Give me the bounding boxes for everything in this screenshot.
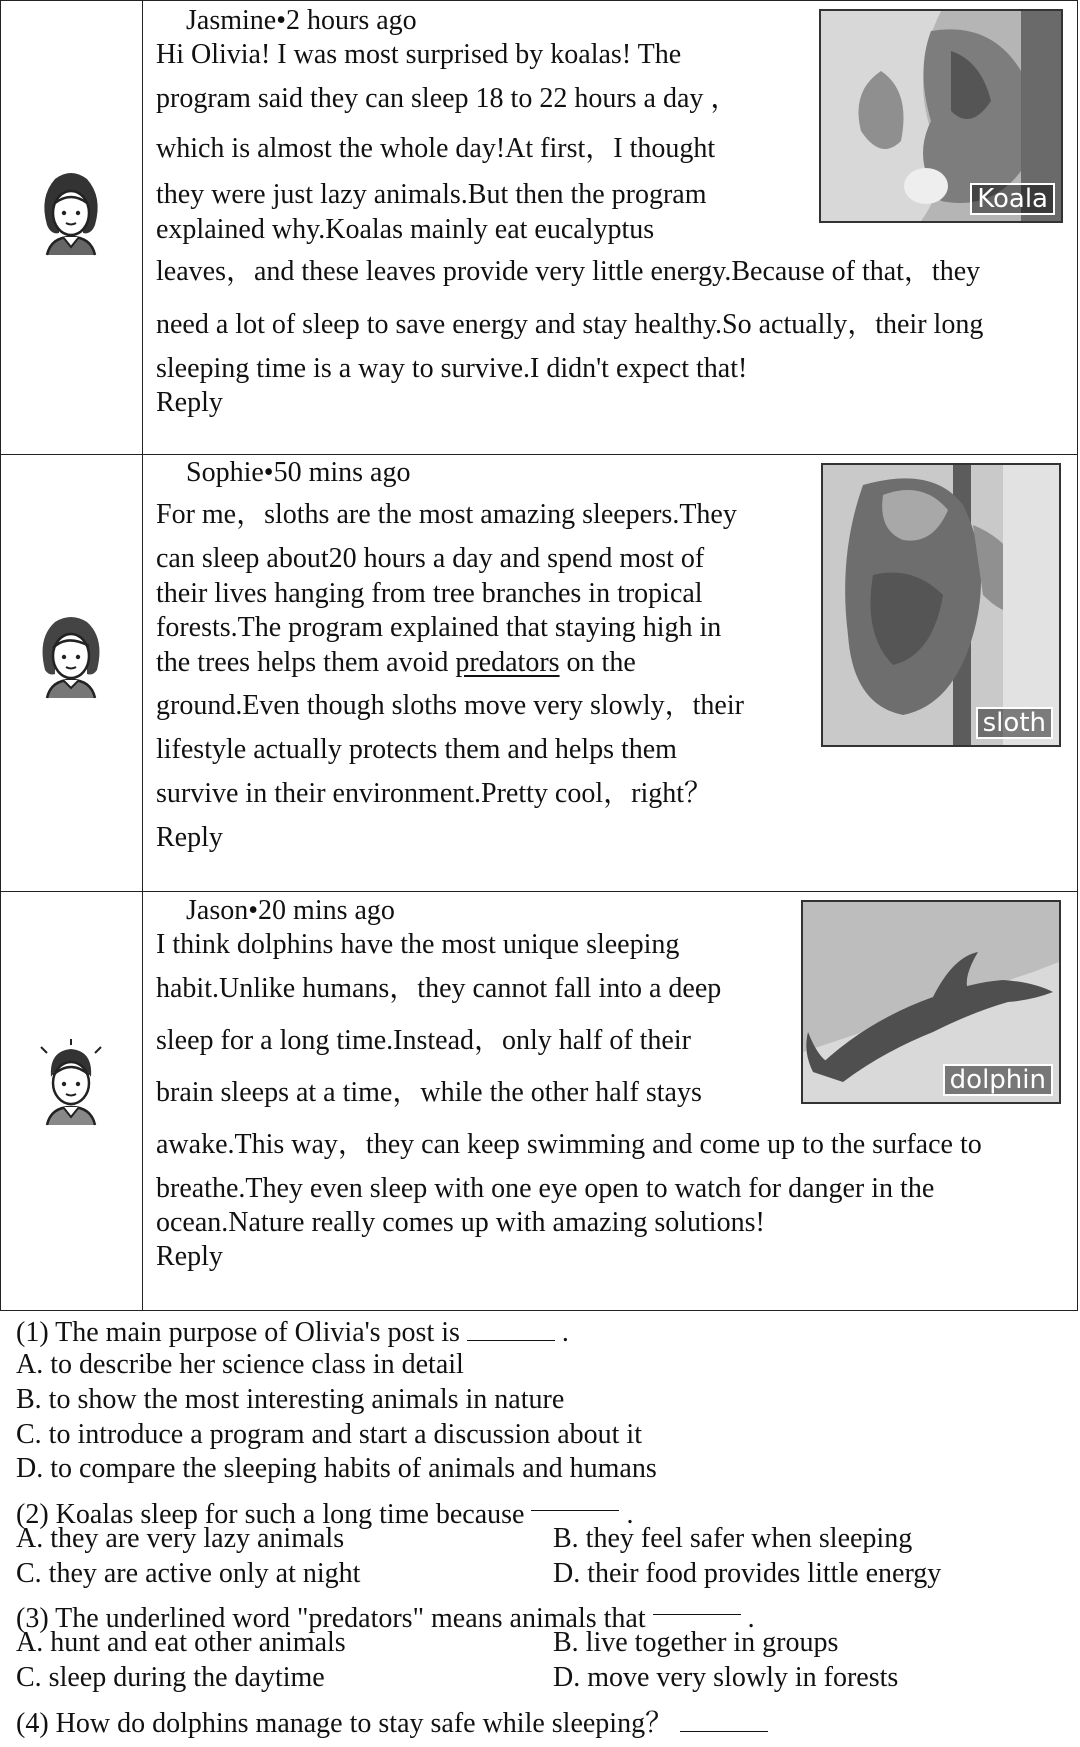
author-name[interactable]: Jasmine (186, 5, 277, 36)
option-c[interactable]: C. sleep during the daytime (16, 1662, 325, 1693)
comment-line: they were just lazy animals.But then the program (156, 179, 707, 210)
comment-time: 2 hours ago (286, 5, 417, 36)
question-2-stem: (2) Koalas sleep for such a long time because . (16, 1488, 633, 1532)
option-a[interactable]: A. hunt and eat other animals (16, 1627, 346, 1658)
option-d[interactable]: D. to compare the sleeping habits of animals and humans (16, 1453, 657, 1484)
comment-jasmine (0, 0, 1078, 455)
comment-line: For me，sloths are the most amazing sleepers.They (156, 499, 737, 530)
comment-line: sleeping time is a way to survive.I didn't expect that! (156, 353, 748, 384)
comment-line: explained why.Koalas mainly eat eucalyptus (156, 214, 655, 245)
comment-line: the trees helps them avoid predators on the (156, 647, 636, 678)
comment-jason (0, 892, 1078, 1311)
comment-line: forests.The program explained that staying high in (156, 612, 722, 643)
comment-line: awake.This way，they can keep swimming and come up to the surface to (156, 1129, 982, 1160)
comment-line: Hi Olivia! I was most surprised by koalas! The (156, 39, 682, 70)
option-b[interactable]: B. live together in groups (553, 1627, 839, 1658)
option-d[interactable]: D. move very slowly in forests (553, 1662, 899, 1693)
boy-face-icon (33, 1037, 109, 1127)
option-b[interactable]: B. they feel safer when sleeping (553, 1523, 913, 1554)
avatar-cell (1, 1, 143, 454)
comment-line: can sleep about20 hours a day and spend most of (156, 543, 705, 574)
avatar-cell (1, 455, 143, 891)
comment-line: ocean.Nature really comes up with amazing solutions! (156, 1207, 765, 1238)
comment-line: survive in their environment.Pretty cool，right？ (156, 778, 713, 809)
image-label: sloth (976, 707, 1053, 739)
reply-link[interactable]: Reply (156, 822, 223, 853)
comment-time: 50 mins ago (273, 457, 411, 488)
girl-face-icon (33, 610, 109, 700)
girl-face-icon (33, 167, 109, 257)
comment-line: sleep for a long time.Instead，only half of their (156, 1025, 691, 1056)
sloth-photo (821, 463, 1061, 747)
answer-blank[interactable] (531, 1488, 619, 1511)
answer-blank[interactable] (467, 1314, 555, 1341)
image-label: Koala (970, 183, 1055, 215)
comment-line: program said they can sleep 18 to 22 hours a day ， (156, 83, 739, 114)
avatar-cell (1, 892, 143, 1310)
question-1-stem: (1) The main purpose of Olivia's post is . (16, 1314, 569, 1350)
comment-line: ground.Even though sloths move very slowly，their (156, 690, 744, 721)
question-3-stem: (3) The underlined word "predators" means animals that . (16, 1592, 755, 1636)
comment-line: lifestyle actually protects them and helps them (156, 734, 677, 765)
comment-line: leaves，and these leaves provide very little energy.Because of that，they (156, 256, 981, 287)
reply-link[interactable]: Reply (156, 387, 223, 418)
comment-line: breathe.They even sleep with one eye open to watch for danger in the (156, 1173, 935, 1204)
comment-sophie (0, 455, 1078, 892)
comment-line: need a lot of sleep to save energy and stay healthy.So actually，their long (156, 309, 984, 340)
comment-header: Jason•20 mins ago (186, 895, 395, 926)
option-a[interactable]: A. they are very lazy animals (16, 1523, 345, 1554)
option-c[interactable]: C. they are active only at night (16, 1558, 361, 1589)
sloth-image (823, 465, 1059, 745)
comment-line: which is almost the whole day!At first，I thought (156, 133, 716, 164)
option-b[interactable]: B. to show the most interesting animals in nature (16, 1384, 565, 1415)
underlined-word: predators (455, 647, 560, 678)
comment-line: habit.Unlike humans，they cannot fall into a deep (156, 973, 722, 1004)
option-a[interactable]: A. to describe her science class in detail (16, 1349, 464, 1380)
author-name[interactable]: Jason (186, 895, 249, 926)
author-name[interactable]: Sophie (186, 457, 264, 488)
option-c[interactable]: C. to introduce a program and start a discussion about it (16, 1419, 642, 1450)
question-4-stem: (4) How do dolphins manage to stay safe while sleeping？ (16, 1705, 768, 1741)
comment-header: Jasmine•2 hours ago (186, 5, 417, 36)
comment-header: Sophie•50 mins ago (186, 457, 411, 488)
image-label: dolphin (943, 1064, 1053, 1096)
dolphin-photo (801, 900, 1061, 1104)
reply-link[interactable]: Reply (156, 1241, 223, 1272)
comment-line: brain sleeps at a time，while the other half stays (156, 1077, 702, 1108)
comment-line: their lives hanging from tree branches in tropical (156, 578, 703, 609)
answer-blank[interactable] (680, 1705, 768, 1732)
option-d[interactable]: D. their food provides little energy (553, 1558, 942, 1589)
comment-line: I think dolphins have the most unique sleeping (156, 929, 680, 960)
answer-blank[interactable] (653, 1592, 741, 1615)
comment-time: 20 mins ago (258, 895, 395, 926)
koala-photo (819, 9, 1063, 223)
